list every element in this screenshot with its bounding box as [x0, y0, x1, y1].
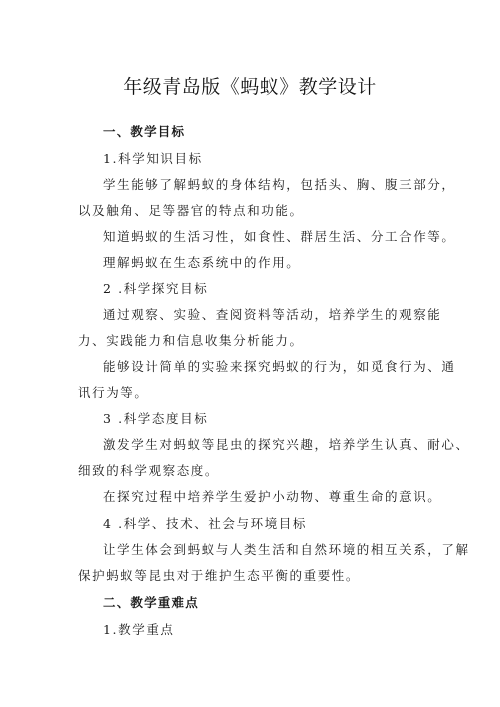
- subheading-sts-goal: 4 .科学、技术、社会与环境目标: [103, 516, 308, 531]
- paragraph-line: 力、实践能力和信息收集分析能力。: [78, 333, 304, 348]
- section-heading-key-difficulties: 二、教学重难点: [103, 595, 199, 610]
- paragraph-line: 讯行为等。: [78, 385, 149, 400]
- subheading-attitude-goal: 3 .科学态度目标: [103, 411, 209, 426]
- paragraph-line: 知道蚂蚁的生活习性，如食性、群居生活、分工合作等。: [103, 229, 456, 244]
- paragraph-line: 学生能够了解蚂蚁的身体结构，包括头、胸、腹三部分，: [103, 177, 456, 192]
- subheading-inquiry-goal: 2 .科学探究目标: [103, 281, 209, 296]
- paragraph-line: 让学生体会到蚂蚁与人类生活和自然环境的相互关系，了解: [103, 542, 470, 557]
- paragraph-line: 能够设计简单的实验来探究蚂蚁的行为，如觅食行为、通: [103, 359, 456, 374]
- paragraph-line: 细致的科学观察态度。: [78, 463, 220, 478]
- paragraph-line: 理解蚂蚁在生态系统中的作用。: [103, 255, 301, 270]
- paragraph-line: 在探究过程中培养学生爱护小动物、尊重生命的意识。: [103, 489, 442, 504]
- section-heading-teaching-goals: 一、教学目标: [103, 124, 186, 139]
- subheading-teaching-focus: 1.教学重点: [103, 622, 175, 637]
- paragraph-line: 保护蚂蚁等昆虫对于维护生态平衡的重要性。: [78, 568, 361, 583]
- paragraph-line: 激发学生对蚂蚁等昆虫的探究兴趣，培养学生认真、耐心、: [103, 437, 470, 452]
- document-title: 年级青岛版《蚂蚁》教学设计: [123, 76, 377, 98]
- paragraph-line: 以及触角、足等器官的特点和功能。: [78, 203, 304, 218]
- paragraph-line: 通过观察、实验、查阅资料等活动，培养学生的观察能: [103, 307, 442, 322]
- subheading-knowledge-goal: 1.科学知识目标: [103, 151, 203, 166]
